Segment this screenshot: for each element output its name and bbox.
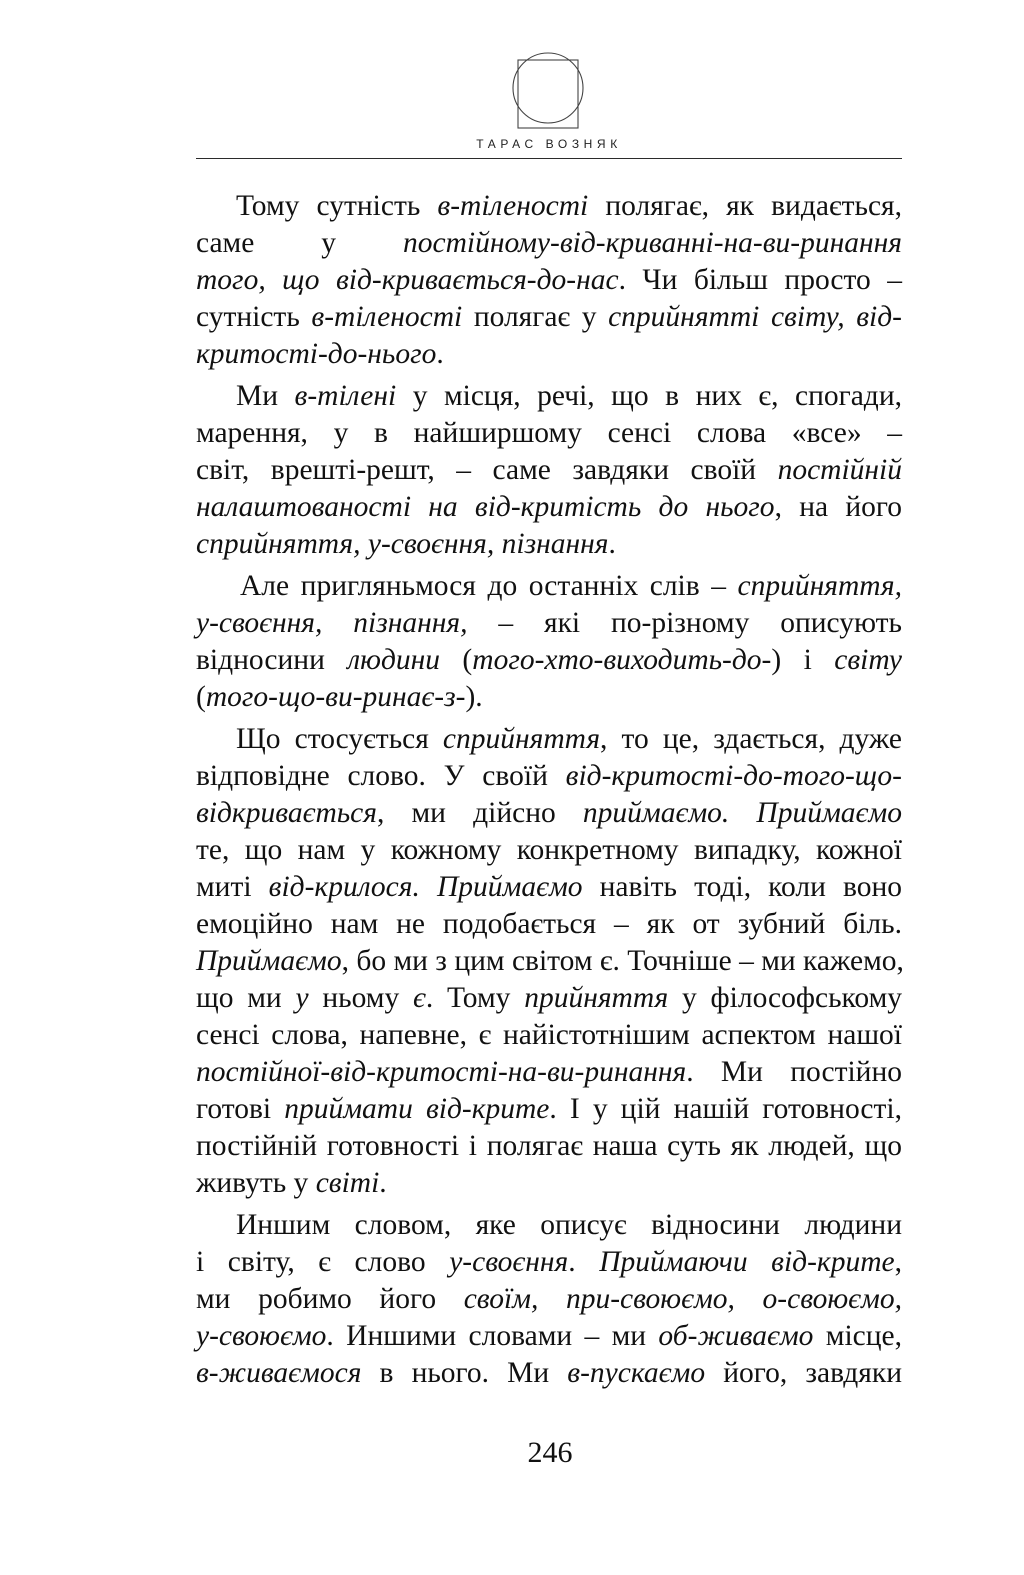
text-run: ( (196, 681, 206, 713)
text-run: саме у (196, 227, 403, 259)
text-run: . Иншими словами – ми (326, 1320, 659, 1352)
text-run: , бо ми з цим світом є. Точніше – ми кажемо, (341, 945, 904, 977)
text-run: місце, (813, 1320, 902, 1352)
text-line (196, 795, 902, 832)
text-run: живуть у (196, 1167, 316, 1199)
text-run: . І у цій нашій готовності, (549, 1093, 902, 1125)
text-line (196, 568, 902, 605)
text-line (196, 1054, 902, 1091)
italic-text: Приймаючи від-крите (599, 1246, 895, 1278)
italic-text: у (295, 982, 309, 1014)
italic-text: критості-до-нього (196, 338, 437, 370)
text-line (196, 299, 902, 336)
text-line (196, 336, 902, 373)
italic-text: світу (834, 644, 902, 676)
italic-text: світі (315, 1167, 380, 1199)
text-run: . Тому (425, 982, 525, 1014)
text-line (196, 1207, 902, 1244)
text-run: емоційно нам не подобається – як от зубний біль. (196, 908, 902, 940)
italic-text: в-живаємося (196, 1357, 362, 1389)
italic-text: своїм, при-своюємо, о-своюємо, (463, 1283, 902, 1315)
italic-text: в-тіленості (437, 190, 589, 222)
text-run: сенсі слова, напевне, є найістотнішим аспектом нашої (196, 1019, 902, 1051)
text-run: світ, врешті-решт, – саме завдяки своїй (196, 454, 778, 486)
text-run: – які по-різному описують (467, 607, 902, 639)
text-line (196, 489, 902, 526)
text-line (196, 980, 902, 1017)
text-line (196, 415, 902, 452)
text-line (196, 1017, 902, 1054)
italic-text: приймаємо. Приймаємо (582, 797, 902, 829)
text-run: Тому сутність (236, 190, 438, 222)
italic-text: сприйняття (442, 723, 601, 755)
text-run: , на його (774, 491, 902, 523)
italic-text: відкривається (196, 797, 377, 829)
italic-text: того-хто-виходить-до- (472, 644, 772, 676)
text-line (196, 906, 902, 943)
text-run: відповідне слово. У своїй (196, 760, 566, 792)
italic-text: сприйняття, у-своєння, пізнання (196, 528, 609, 560)
paragraph-1 (196, 188, 902, 373)
italic-text: постійної-від-критості-на-ви-ринання (196, 1056, 687, 1088)
text-line (196, 832, 902, 869)
text-run: Ми (236, 380, 295, 412)
text-run: постійній готовності і полягає наша суть як людей, що (196, 1130, 902, 1162)
text-run: ми робимо його (196, 1283, 464, 1315)
text-run: . Ми постійно (686, 1056, 902, 1088)
text-line (196, 1281, 902, 1318)
text-run: що ми (196, 982, 296, 1014)
italic-text: в-пускаємо (567, 1357, 706, 1389)
italic-text: сприйнятті світу, від- (608, 301, 902, 333)
italic-text: у-своєння (449, 1246, 569, 1278)
text-run: і світу, є слово (196, 1246, 450, 1278)
text-line (196, 1318, 902, 1355)
paragraph-5 (196, 1207, 902, 1392)
text-line (196, 1244, 902, 1281)
italic-text: людини (347, 644, 441, 676)
body-text (196, 188, 902, 1397)
text-run: ). (465, 681, 483, 713)
circle-square-emblem-icon (510, 48, 586, 130)
text-run: ) і (771, 644, 835, 676)
text-line (196, 526, 902, 563)
text-run: Иншим словом, яке описує відносини людини (236, 1209, 902, 1241)
italic-text: сприйняття, (737, 570, 902, 602)
paragraph-3 (196, 568, 902, 716)
italic-text: в-тіленості (311, 301, 463, 333)
italic-text: Приймаємо (196, 945, 342, 977)
italic-text: від-критості-до-того-що- (565, 760, 902, 792)
text-run: . (436, 338, 444, 370)
text-run: миті (196, 871, 269, 903)
italic-text: є (412, 982, 426, 1014)
italic-text: у-своєння, пізнання, (196, 607, 468, 639)
header-rule (196, 158, 902, 159)
text-line (196, 188, 902, 225)
paragraph-2 (196, 378, 902, 563)
paragraph-4 (196, 721, 902, 1202)
italic-text: постійній (777, 454, 902, 486)
text-line (196, 1128, 902, 1165)
text-run: Але пригляньмося до останніх слів – (240, 570, 738, 602)
text-run: ньому (308, 982, 413, 1014)
page-number: 246 (527, 1436, 573, 1469)
italic-text: того-що-ви-ринає-з- (205, 681, 466, 713)
text-run: . (568, 1246, 600, 1278)
italic-text: приймати від-крите (284, 1093, 550, 1125)
italic-text: у-своюємо (196, 1320, 327, 1352)
text-line (196, 1091, 902, 1128)
text-line (196, 1355, 902, 1392)
text-line (196, 679, 902, 716)
text-line (196, 262, 902, 299)
running-head-author: ТАРАС ВОЗНЯК (476, 137, 622, 151)
text-run: марення, у в найширшому сенсі слова «все» – (196, 417, 902, 449)
text-line (196, 943, 902, 980)
italic-text: налаштованості на від-критість до нього (196, 491, 775, 523)
text-run: полягає у (462, 301, 609, 333)
text-run: його, завдяки (705, 1357, 902, 1389)
text-run: ( (440, 644, 473, 676)
italic-text: об-живаємо (658, 1320, 814, 1352)
text-run: . Чи більш просто – (618, 264, 902, 296)
text-run: готові (196, 1093, 285, 1125)
text-run: . (379, 1167, 387, 1199)
text-run: у місця, речі, що в них є, спогади, (396, 380, 902, 412)
text-line (196, 605, 902, 642)
text-line (196, 642, 902, 679)
italic-text: від-крилося. Приймаємо (268, 871, 583, 903)
text-run: сутність (196, 301, 312, 333)
text-line (196, 1165, 902, 1202)
text-run: , (894, 1246, 903, 1278)
italic-text: постійному-від-криванні-на-ви-ринання (403, 227, 902, 259)
text-run: в нього. Ми (361, 1357, 568, 1389)
text-run: . (608, 528, 616, 560)
text-run: відносини (196, 644, 348, 676)
text-run: Що стосується (236, 723, 443, 755)
text-run: те, що нам у кожному конкретному випадку, кожної (196, 834, 902, 866)
text-run: , то це, здається, дуже (600, 723, 903, 755)
italic-text: в-тілені (294, 380, 397, 412)
text-run: у філософському (668, 982, 902, 1014)
text-line (196, 225, 902, 262)
text-run: полягає, як видається, (588, 190, 902, 222)
italic-text: прийняття (524, 982, 669, 1014)
italic-text: того, що від-кривається-до-нас (196, 264, 619, 296)
text-run: , ми дійсно (376, 797, 583, 829)
text-line (196, 378, 902, 415)
text-line (196, 721, 902, 758)
text-run: навіть тоді, коли воно (582, 871, 902, 903)
text-line (196, 452, 902, 489)
text-line (196, 758, 902, 795)
text-line (196, 869, 902, 906)
